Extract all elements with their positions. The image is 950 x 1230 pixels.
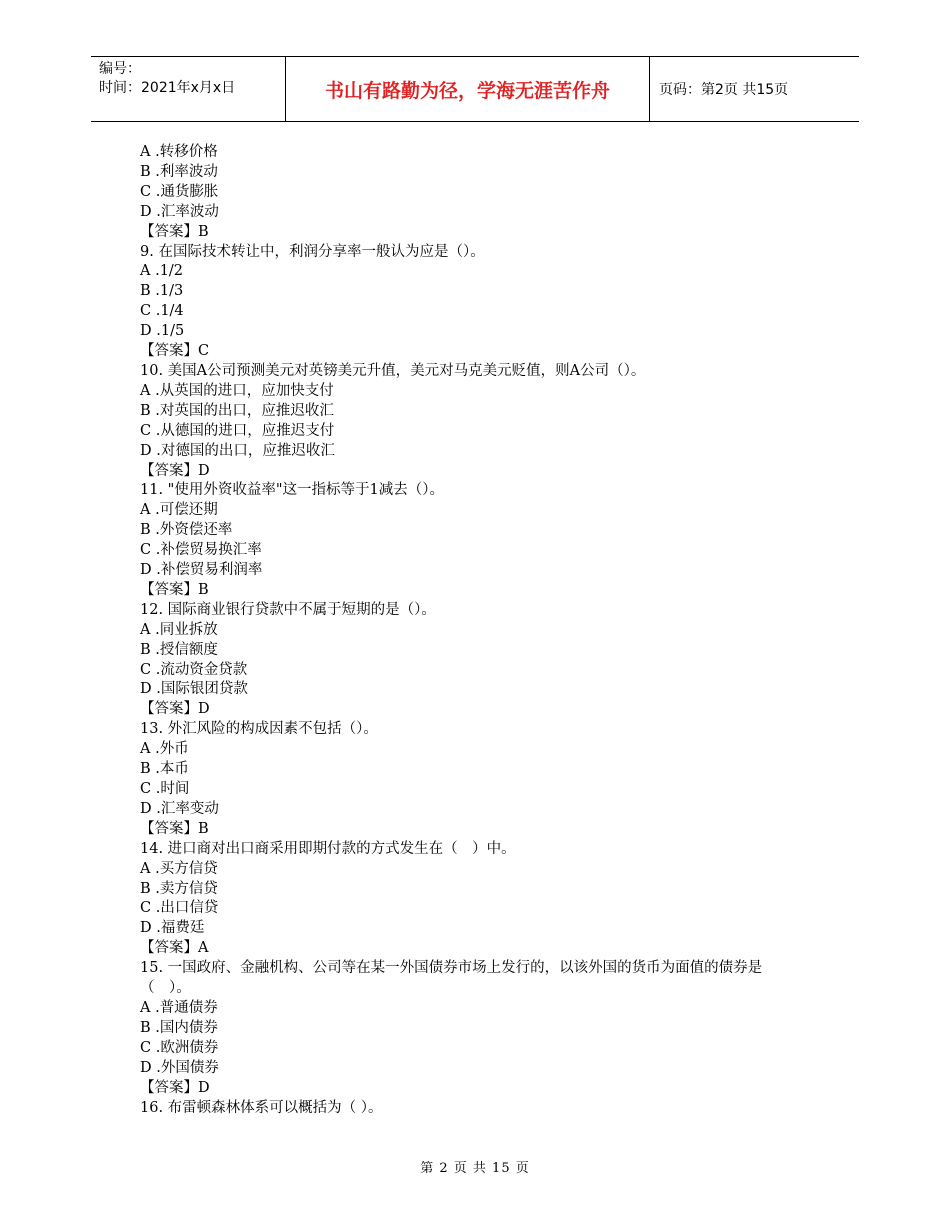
text-line: C .流动资金贷款	[140, 661, 248, 678]
question-line: 16. 布雷顿森林体系可以概括为（ ）。	[140, 1099, 383, 1116]
number-label: 编号：	[99, 61, 141, 77]
answer-line: 【答案】D	[140, 1079, 210, 1096]
text-line: A .1/2	[140, 263, 184, 280]
answer-line: 【答案】B	[140, 581, 209, 598]
text-line: A .同业拆放	[140, 621, 218, 638]
text-line: D .汇率波动	[140, 203, 219, 220]
time-label: 时间：2021年x月x日	[99, 80, 236, 96]
answer-line: 【答案】D	[140, 701, 210, 718]
text-line: C .补偿贸易换汇率	[140, 542, 262, 559]
text-line: B .对英国的出口，应推迟收汇	[140, 402, 334, 419]
header-motto	[286, 57, 650, 121]
text-line: C .从德国的进口，应推迟支付	[140, 422, 335, 439]
question-line: 10. 美国A公司预测美元对英镑美元升值，美元对马克美元贬值，则A公司（）。	[140, 362, 646, 379]
question-line: 11. "使用外资收益率"这一指标等于1减去（）。	[140, 482, 444, 499]
question-list	[140, 143, 810, 1118]
text-line: C .1/4	[140, 303, 184, 320]
answer-line: 【答案】C	[140, 343, 210, 360]
text-line: B .卖方信贷	[140, 880, 218, 897]
text-line: B .授信额度	[140, 641, 218, 658]
answer-line: 【答案】B	[140, 820, 209, 837]
question-line: 13. 外汇风险的构成因素不包括（）。	[140, 721, 378, 738]
text-line: C .时间	[140, 781, 190, 797]
answer-line: 【答案】A	[140, 940, 209, 957]
text-line: D .外国债券	[140, 1059, 219, 1076]
header-meta	[91, 57, 286, 121]
text-line: B .1/3	[140, 283, 184, 300]
text-line: B .国内债券	[140, 1019, 218, 1036]
text-line: C .通货膨胀	[140, 183, 219, 200]
text-line: D .对德国的出口，应推迟收汇	[140, 442, 335, 459]
text-line: A .可偿还期	[140, 502, 218, 519]
text-line: B .外资偿还率	[140, 522, 233, 539]
question-line: 12. 国际商业银行贷款中不属于短期的是（）。	[140, 601, 436, 618]
text-line: A .普通债券	[140, 999, 218, 1016]
answer-line: 【答案】D	[140, 462, 210, 479]
page-info-text: 页码：第2页 共15页	[659, 82, 789, 98]
question-line: 9. 在国际技术转让中，利润分享率一般认为应是（）。	[140, 243, 485, 260]
text-line: D .汇率变动	[140, 800, 219, 817]
page-footer: 第 2 页 共 15 页	[420, 1161, 530, 1176]
text-line: A .外币	[140, 741, 189, 758]
header-page-info	[650, 57, 859, 121]
question-line: 15. 一国政府、金融机构、公司等在某一外国债券市场上发行的，以该外国的货币为面值的债券是（ ）。	[140, 960, 763, 997]
text-line: B .本币	[140, 761, 189, 778]
answer-line: 【答案】B	[140, 223, 209, 240]
text-line: D .1/5	[140, 323, 185, 340]
question-line: 14. 进口商对出口商采用即期付款的方式发生在（ ）中。	[140, 840, 516, 857]
text-line: A .买方信贷	[140, 860, 218, 877]
text-line: C .出口信贷	[140, 900, 219, 917]
page-header	[91, 56, 859, 122]
motto-text: 书山有路勤为径，学海无涯苦作舟	[324, 79, 610, 102]
text-line: D .福费廷	[140, 920, 205, 937]
text-line: C .欧洲债券	[140, 1039, 219, 1056]
text-line: D .补偿贸易利润率	[140, 562, 263, 579]
text-line: A .从英国的进口，应加快支付	[140, 382, 334, 399]
text-line: D .国际银团贷款	[140, 681, 248, 698]
text-line: B .利率波动	[140, 163, 218, 180]
text-line: A .转移价格	[140, 144, 218, 160]
